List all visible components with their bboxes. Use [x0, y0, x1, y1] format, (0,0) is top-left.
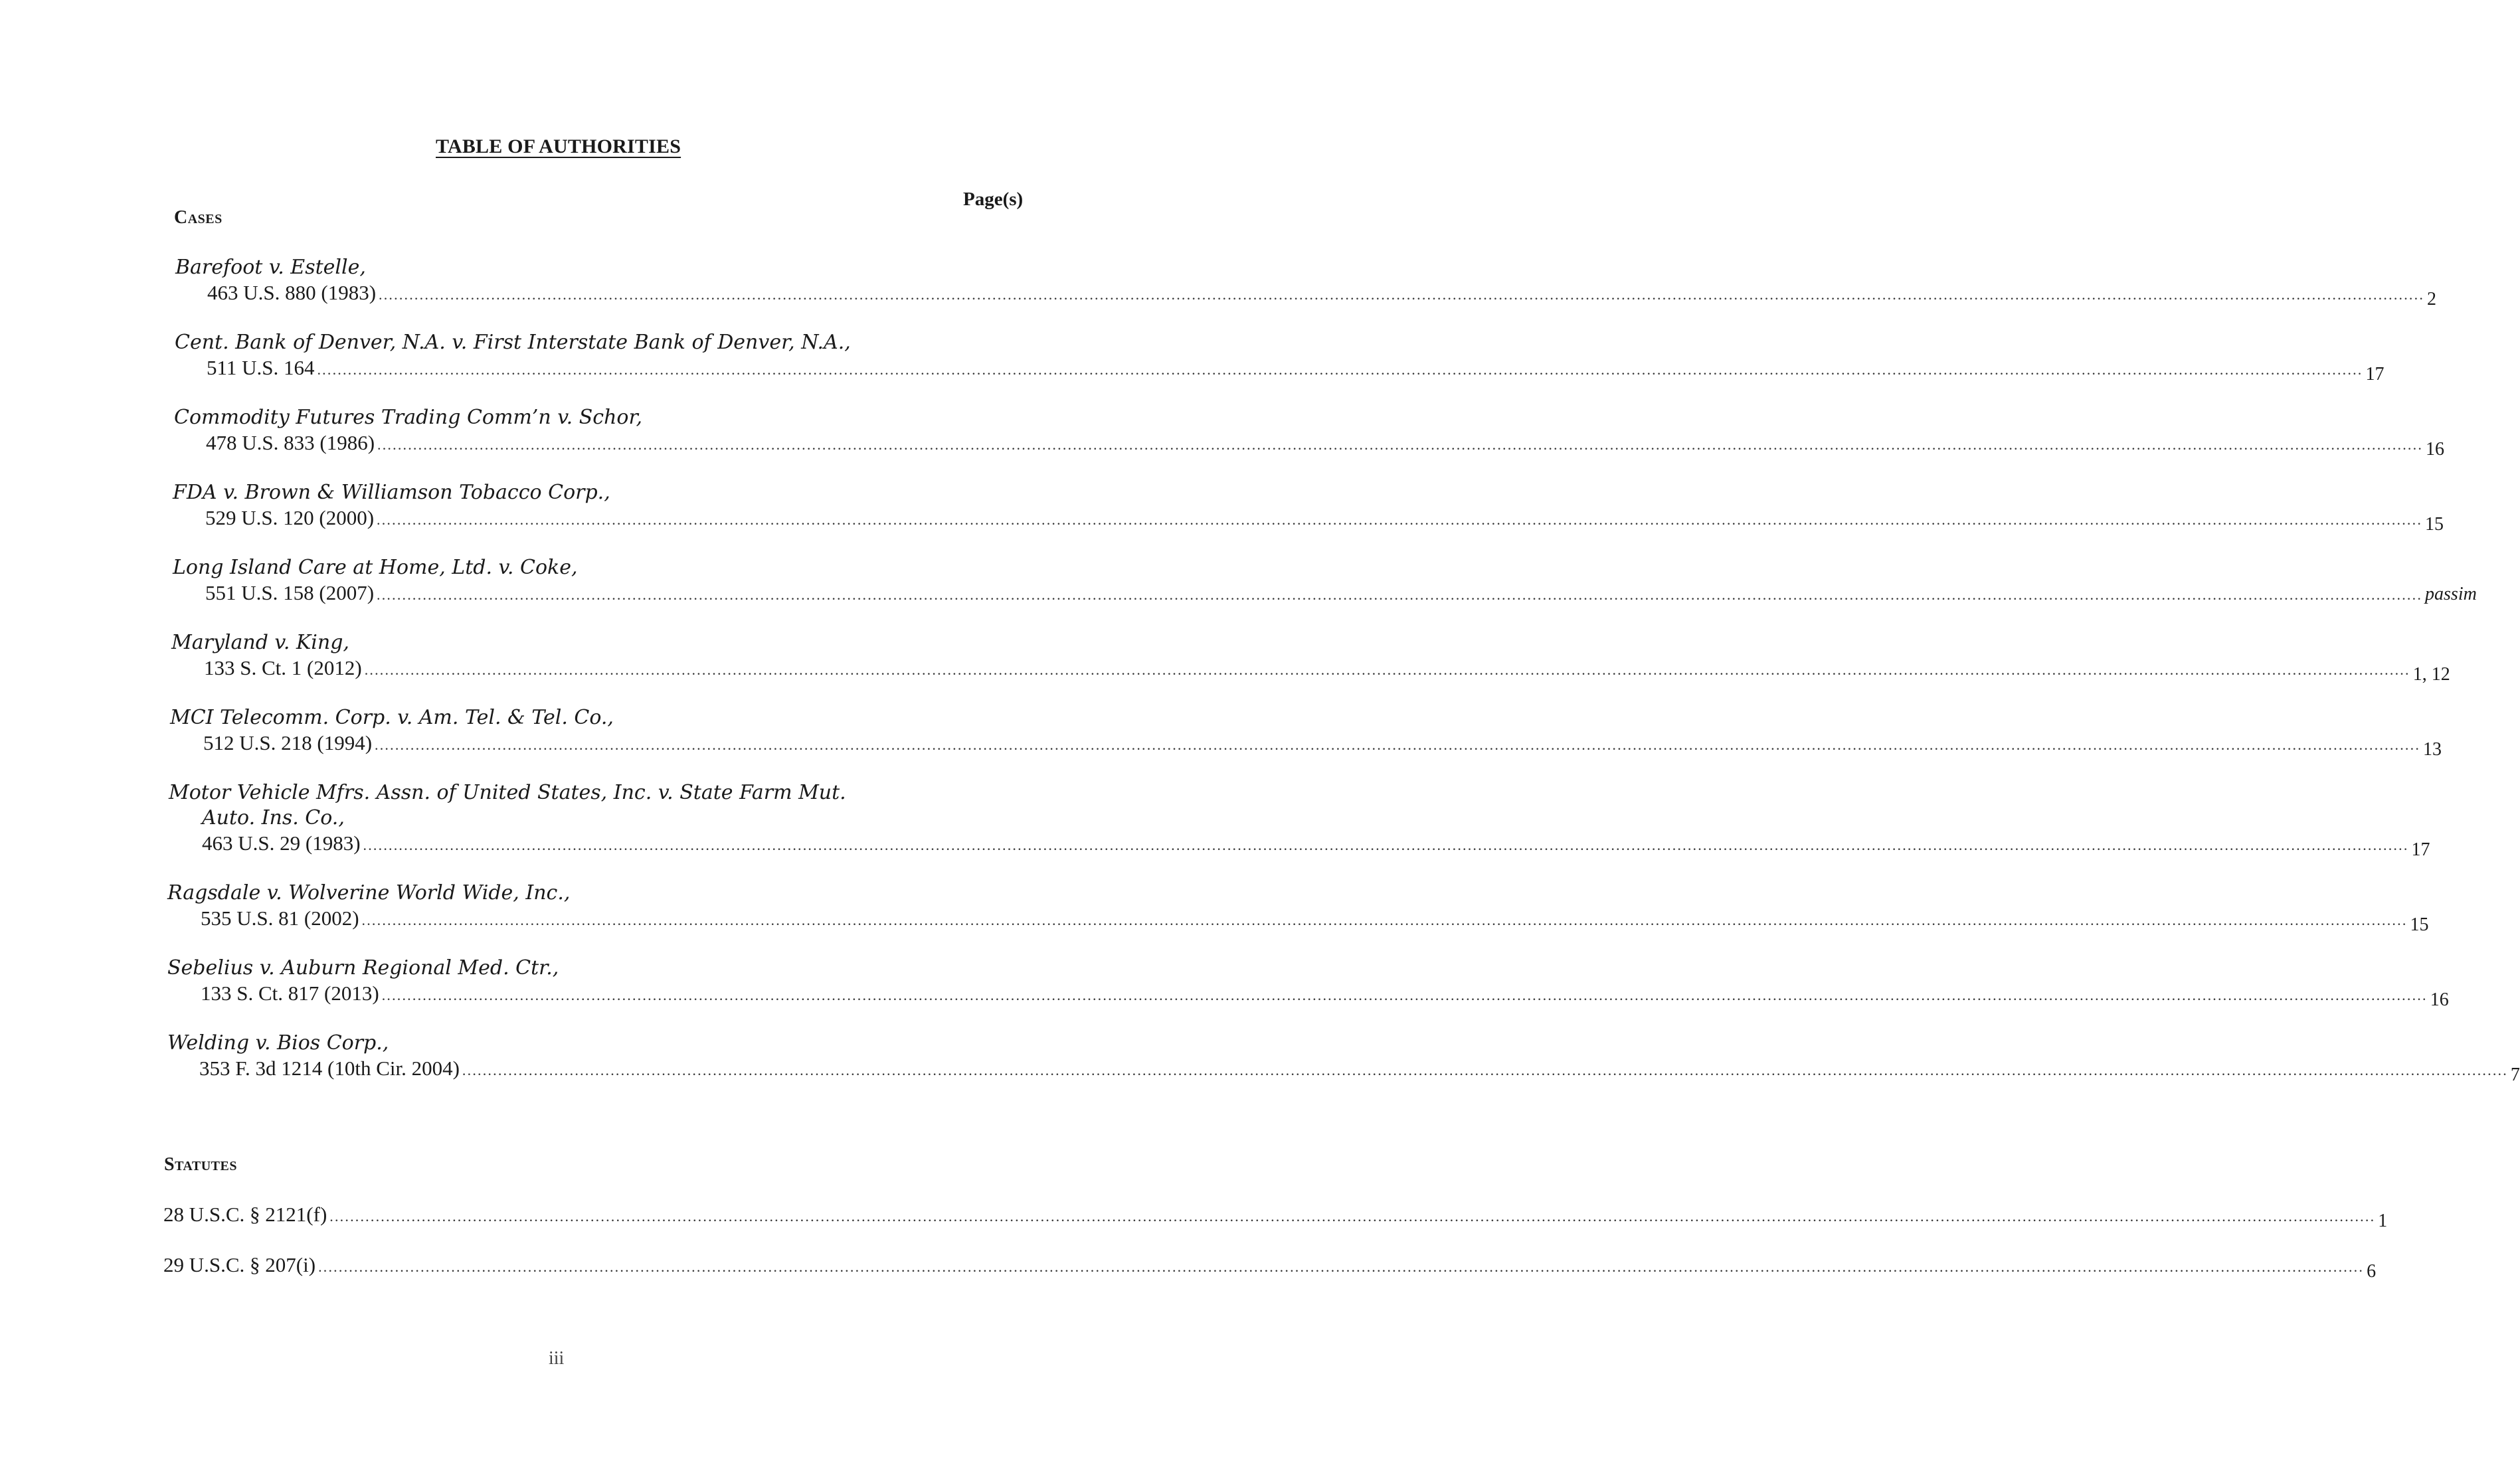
case-entry	[169, 780, 2430, 860]
case-name: Motor Vehicle Mfrs. Assn. of United States, Inc. v. State Farm Mut.	[169, 781, 846, 804]
case-citation: 463 U.S. 29 (1983)	[202, 831, 361, 855]
dot-leader: ................................................................................................................................................................................................................................................................................................................................................................................................................	[329, 1208, 2376, 1225]
case-citation-line	[169, 831, 2430, 860]
statute-citation: 28 U.S.C. § 2121(f)	[163, 1203, 327, 1226]
page-reference: 17	[2365, 364, 2385, 385]
case-citation-line	[167, 1056, 2520, 1085]
case-citation: 133 S. Ct. 817 (2013)	[201, 982, 379, 1005]
dot-leader: ................................................................................................................................................................................................................................................................................................................................................................................................................	[363, 837, 2409, 853]
page-reference: passim	[2425, 584, 2477, 604]
case-citation: 512 U.S. 218 (1994)	[203, 731, 373, 754]
case-citation: 463 U.S. 880 (1983)	[207, 281, 377, 304]
cases-heading: Cases	[174, 207, 223, 228]
page-reference: 15	[2425, 514, 2444, 535]
case-citation: 551 U.S. 158 (2007)	[205, 581, 375, 604]
case-citation: 133 S. Ct. 1 (2012)	[204, 656, 362, 679]
case-citation-line	[167, 906, 2429, 935]
case-entry	[173, 555, 2477, 608]
case-name: Barefoot v. Estelle,	[175, 256, 366, 279]
case-name-continued: Auto. Ins. Co.,	[202, 806, 345, 829]
dot-leader: ................................................................................................................................................................................................................................................................................................................................................................................................................	[377, 511, 2423, 528]
case-citation: 511 U.S. 164	[207, 356, 315, 379]
case-entry	[167, 956, 2449, 1010]
case-citation-line	[175, 280, 2437, 309]
dot-leader: ................................................................................................................................................................................................................................................................................................................................................................................................................	[462, 1062, 2508, 1078]
page-reference: 6	[2367, 1261, 2377, 1282]
page-reference: 15	[2410, 914, 2429, 935]
case-entry	[170, 705, 2442, 760]
statute-citation-line	[163, 1202, 2388, 1231]
case-citation-line	[175, 355, 2385, 385]
case-citation: 529 U.S. 120 (2000)	[205, 506, 375, 529]
page-reference: 2	[2427, 289, 2437, 309]
dot-leader: ................................................................................................................................................................................................................................................................................................................................................................................................................	[381, 987, 2428, 1003]
case-entry	[171, 630, 2450, 685]
statute-entry	[163, 1252, 2377, 1282]
page-number: iii	[549, 1348, 565, 1369]
page-reference: 16	[2430, 989, 2449, 1010]
case-citation-line	[171, 655, 2450, 685]
statutes-heading: Statutes	[164, 1154, 237, 1175]
dot-leader: ................................................................................................................................................................................................................................................................................................................................................................................................................	[318, 1258, 2365, 1275]
pages-column-header: Page(s)	[963, 189, 1024, 210]
dot-leader: ................................................................................................................................................................................................................................................................................................................................................................................................................	[317, 361, 2363, 378]
case-citation-line	[173, 580, 2477, 608]
dot-leader: ................................................................................................................................................................................................................................................................................................................................................................................................................	[377, 586, 2423, 603]
case-name: Welding v. Bios Corp.,	[167, 1031, 389, 1055]
case-citation: 535 U.S. 81 (2002)	[201, 906, 359, 930]
page-reference: 17	[2411, 839, 2430, 860]
statute-citation: 29 U.S.C. § 207(i)	[163, 1253, 316, 1276]
dot-leader: ................................................................................................................................................................................................................................................................................................................................................................................................................	[379, 286, 2425, 303]
dot-leader: ................................................................................................................................................................................................................................................................................................................................................................................................................	[361, 912, 2408, 928]
case-entry	[175, 255, 2437, 309]
case-entry	[175, 330, 2385, 385]
statute-citation-line	[163, 1252, 2377, 1282]
case-name: Commodity Futures Trading Comm’n v. Schor,	[174, 406, 643, 429]
dot-leader: ................................................................................................................................................................................................................................................................................................................................................................................................................	[364, 661, 2410, 678]
case-name: Maryland v. King,	[171, 631, 349, 654]
dot-leader: ................................................................................................................................................................................................................................................................................................................................................................................................................	[377, 436, 2424, 453]
case-entry	[174, 405, 2445, 460]
page-reference: 13	[2423, 739, 2442, 760]
page-title: TABLE OF AUTHORITIES	[436, 135, 681, 157]
case-entry	[167, 1031, 2520, 1085]
case-name: Sebelius v. Auburn Regional Med. Ctr.,	[167, 956, 559, 980]
page-reference: 7	[2510, 1065, 2520, 1085]
dot-leader: ................................................................................................................................................................................................................................................................................................................................................................................................................	[375, 736, 2421, 753]
case-name: Long Island Care at Home, Ltd. v. Coke,	[173, 556, 578, 579]
case-citation-line	[174, 430, 2445, 460]
case-citation: 353 F. 3d 1214 (10th Cir. 2004)	[199, 1057, 460, 1080]
case-entry	[167, 881, 2429, 935]
page-reference: 16	[2426, 439, 2445, 460]
case-citation-line	[173, 505, 2444, 535]
statute-entry	[163, 1202, 2388, 1231]
case-name: MCI Telecomm. Corp. v. Am. Tel. & Tel. Co.,	[170, 706, 614, 729]
page-reference: 1	[2378, 1211, 2388, 1231]
case-name: Cent. Bank of Denver, N.A. v. First Interstate Bank of Denver, N.A.,	[175, 331, 851, 354]
case-name: Ragsdale v. Wolverine World Wide, Inc.,	[167, 881, 571, 904]
case-citation-line	[167, 981, 2449, 1010]
page-reference: 1, 12	[2412, 664, 2450, 685]
case-entry	[173, 480, 2444, 535]
case-name: FDA v. Brown & Williamson Tobacco Corp.,	[173, 481, 610, 504]
case-citation-line	[170, 730, 2442, 760]
case-citation: 478 U.S. 833 (1986)	[206, 431, 375, 454]
